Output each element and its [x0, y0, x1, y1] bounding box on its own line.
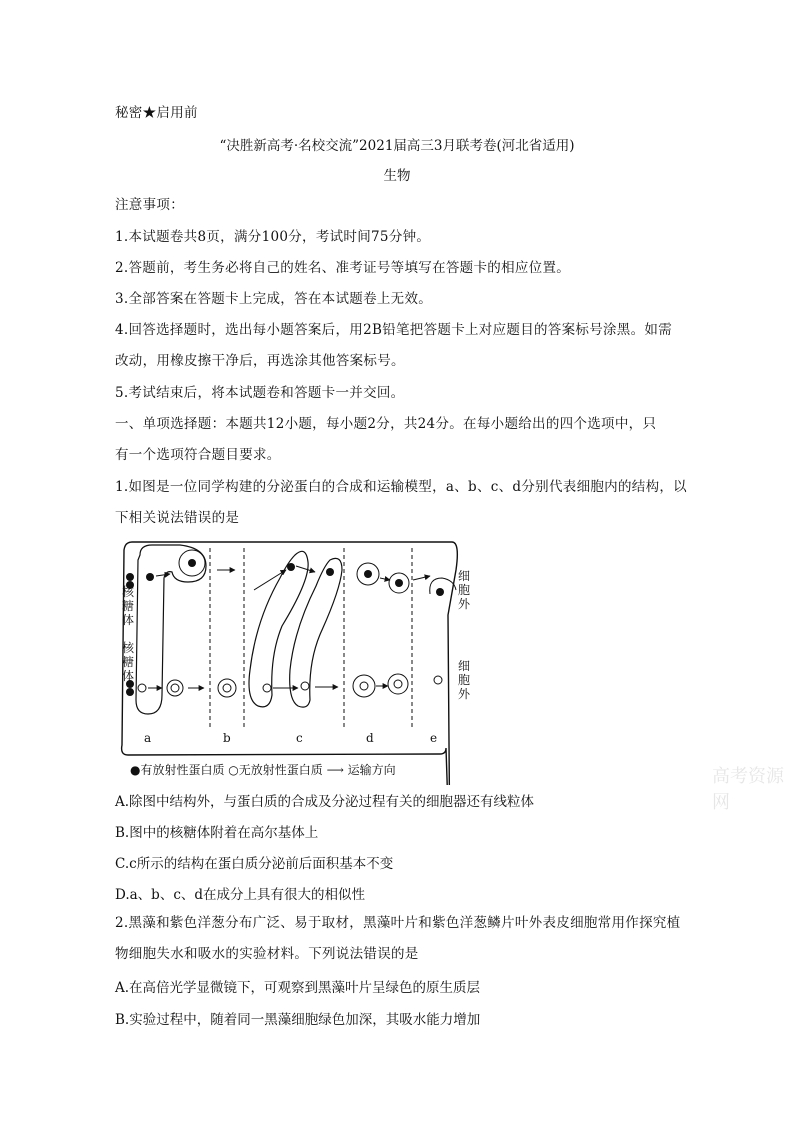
- nonradioactive-protein: [301, 682, 309, 690]
- vesicle: [167, 680, 183, 696]
- radioactive-protein: [146, 573, 154, 581]
- golgi-sac: [290, 558, 342, 707]
- exam-title: “决胜新高考·名校交流”2021届高三3月联考卷(河北省适用): [219, 138, 575, 154]
- q2-option-a: A.在高倍光学显微镜下，可观察到黑藻叶片呈绿色的原生质层: [115, 980, 481, 996]
- nonradioactive-protein: [360, 682, 368, 690]
- note-item: 1.本试题卷共8页，满分100分，考试时间75分钟。: [115, 229, 431, 245]
- note-item: 3.全部答案在答题卡上完成，答在本试题卷上无效。: [115, 291, 433, 307]
- svg-text:细: 细: [458, 659, 471, 673]
- vesicle: [353, 675, 375, 697]
- note-item: 2.答题前，考生务必将自己的姓名、准考证号等填写在答题卡的相应位置。: [115, 260, 571, 276]
- svg-text:体: 体: [122, 669, 135, 683]
- radioactive-protein: [287, 563, 295, 571]
- radioactive-protein: [326, 568, 334, 576]
- q1-option-c: C.c所示的结构在蛋白质分泌前后面积基本不变: [115, 856, 394, 872]
- label-ribosome-top: [122, 584, 135, 627]
- nonradioactive-protein: [223, 684, 231, 692]
- svg-text:b: b: [223, 731, 231, 745]
- q1-stem-cont: 下相关说法错误的是: [115, 510, 240, 526]
- svg-text:外: 外: [458, 597, 471, 611]
- note-item: 改动，用橡皮擦干净后，再选涂其他答案标号。: [115, 353, 405, 369]
- subject-title: 生物: [383, 168, 411, 184]
- q2-stem-cont: 物细胞失水和吸水的实验材料。下列说法错误的是: [115, 946, 419, 962]
- nonradioactive-protein: [263, 684, 271, 692]
- svg-text:e: e: [430, 731, 438, 745]
- secretory-protein-diagram: [110, 530, 490, 785]
- svg-text:外: 外: [458, 687, 471, 701]
- secret-label: 秘密★启用前: [115, 105, 198, 121]
- svg-text:核: 核: [122, 585, 135, 599]
- q1-option-b: B.图中的核糖体附着在高尔基体上: [115, 825, 319, 841]
- svg-text:d: d: [366, 731, 374, 745]
- svg-text:糖: 糖: [122, 655, 135, 669]
- ribosome: [126, 688, 134, 696]
- q1-option-d: D.a、b、c、d在成分上具有很大的相似性: [115, 887, 366, 903]
- section-heading: 一、单项选择题：本题共12小题，每小题2分，共24分。在每小题给出的四个选项中，只: [115, 416, 657, 432]
- note-item: 4.回答选择题时，选出每小题答案后，用2B铅笔把答题卡上对应题目的答案标号涂黑。如需: [115, 322, 672, 338]
- q1-option-a: A.除图中结构外，与蛋白质的合成及分泌过程有关的细胞器还有线粒体: [115, 794, 535, 810]
- svg-text:c: c: [296, 731, 303, 745]
- cell-membrane: [122, 542, 458, 785]
- vesicle: [218, 679, 236, 697]
- q1-stem: 1.如图是一位同学构建的分泌蛋白的合成和运输模型，a、b、c、d分别代表细胞内的结构，以: [115, 479, 687, 495]
- radioactive-protein: [188, 559, 196, 567]
- svg-text:a: a: [144, 731, 152, 745]
- nonradioactive-protein: [434, 676, 442, 684]
- svg-text:体: 体: [122, 613, 135, 627]
- svg-text:糖: 糖: [122, 599, 135, 613]
- section-heading-cont: 有一个选项符合题目要求。: [115, 447, 281, 463]
- nonradioactive-protein: [171, 684, 179, 692]
- ribosome: [126, 573, 134, 581]
- vesicle: [388, 674, 408, 694]
- label-outside-bottom: [458, 659, 471, 701]
- svg-text:细: 细: [458, 569, 471, 583]
- svg-text:胞: 胞: [458, 583, 471, 597]
- nonradioactive-protein: [138, 684, 146, 692]
- label-ribosome-bottom: [122, 640, 135, 683]
- radioactive-protein: [436, 588, 444, 596]
- note-item: 5.考试结束后，将本试题卷和答题卡一并交回。: [115, 385, 405, 401]
- svg-text:核: 核: [122, 641, 135, 655]
- watermark: 高考资源网: [712, 766, 784, 813]
- label-outside-top: [458, 569, 471, 611]
- radioactive-protein: [395, 579, 403, 587]
- region-labels: [144, 731, 437, 745]
- q2-stem: 2.黑藻和紫色洋葱分布广泛、易于取材，黑藻叶片和紫色洋葱鳞片叶外表皮细胞常用作探究植: [115, 915, 681, 931]
- radioactive-protein: [364, 570, 372, 578]
- svg-text:胞: 胞: [458, 673, 471, 687]
- q2-option-b: B.实验过程中，随着同一黑藻细胞绿色加深，其吸水能力增加: [115, 1012, 481, 1028]
- notes-heading: 注意事项：: [115, 197, 184, 213]
- nonradioactive-protein: [394, 680, 402, 688]
- figure-legend: ●有放射性蛋白质 ○无放射性蛋白质 ⟶ 运输方向: [130, 763, 396, 777]
